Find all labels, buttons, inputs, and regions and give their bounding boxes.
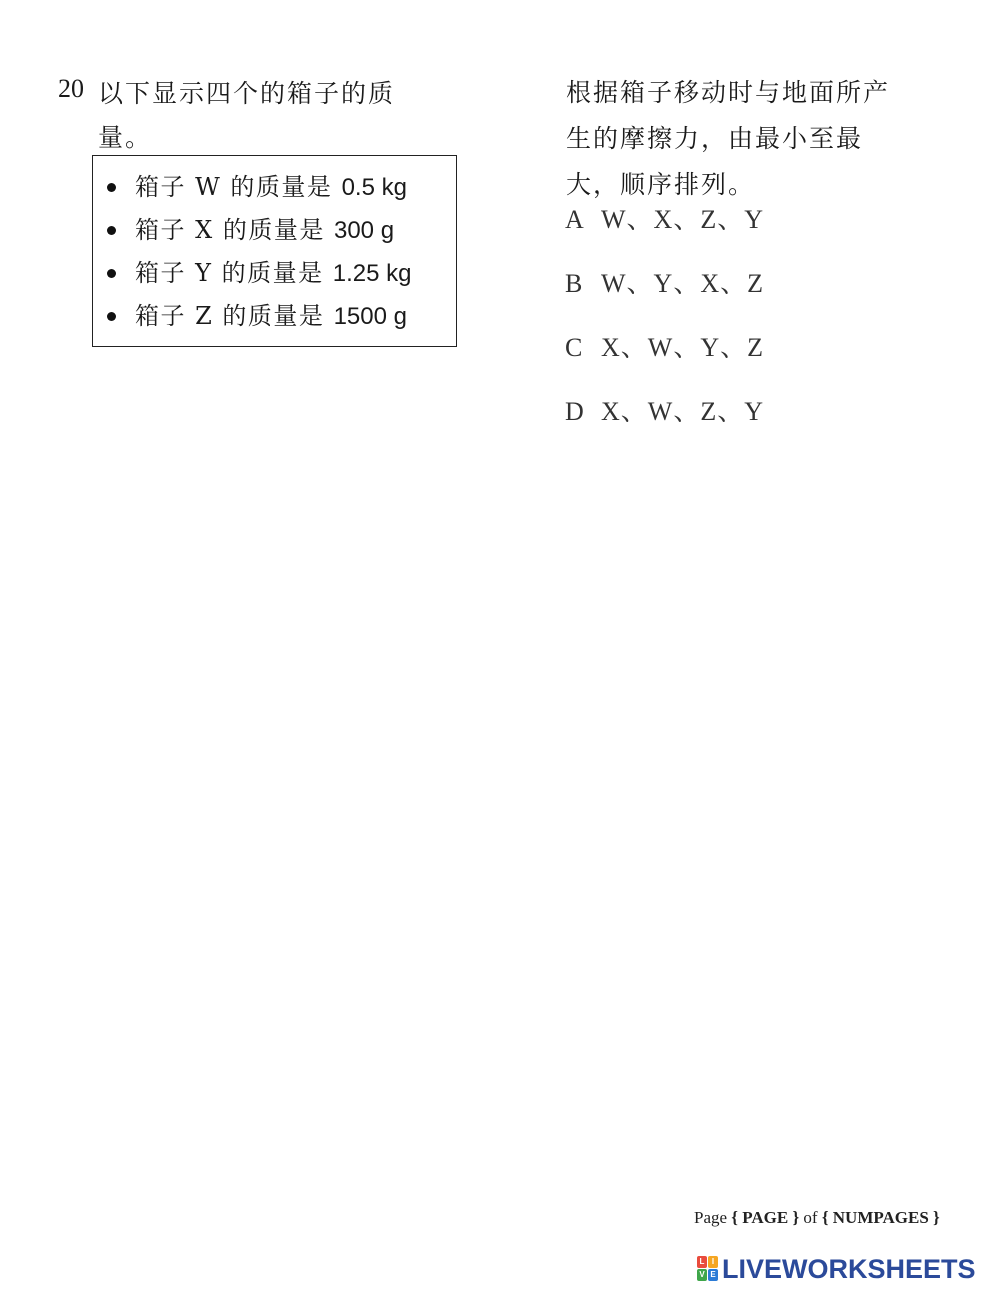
box-mass-value: 0.5 kg [341,174,407,201]
option-d[interactable] [565,390,764,454]
option-letter: B [565,269,583,298]
option-a[interactable] [565,198,764,262]
box-mass-label: 箱子 Y 的质量是 [135,259,324,287]
logo-block-l: L [697,1256,707,1268]
box-mass-label: 箱子 Z 的质量是 [135,302,325,330]
liveworksheets-wordmark: LIVEWORKSHEETS [722,1253,976,1284]
question-stem-line-2: 量。 [98,123,153,152]
logo-block-i: I [708,1256,718,1268]
liveworksheets-logo[interactable] [697,1253,976,1285]
box-mass-value: 1500 g [333,303,407,330]
box-mass-table [92,155,457,347]
box-mass-item-y [105,252,411,295]
question-prompt-line-2: 生的摩擦力，由最小至最 [566,124,864,153]
box-mass-list [105,166,411,338]
bullet-icon [107,226,116,235]
footer-page-word: Page [694,1208,728,1227]
box-mass-label: 箱子 X 的质量是 [135,216,325,244]
box-mass-item-x [105,209,411,252]
liveworksheets-blocks-icon [697,1256,719,1282]
footer-of-word: of [803,1208,818,1227]
answer-options [565,198,764,454]
option-text: W、Y、X、Z [601,269,764,298]
option-letter: C [565,333,583,362]
option-text: X、W、Y、Z [601,333,764,362]
footer-numpages-field: { NUMPAGES } [821,1208,940,1227]
option-text: X、W、Z、Y [601,397,764,426]
box-mass-item-z [105,295,411,338]
footer-page-field: { PAGE } [731,1208,800,1227]
option-b[interactable] [565,262,764,326]
question-prompt-line-1: 根据箱子移动时与地面所产 [566,78,891,107]
bullet-icon [107,269,116,278]
bullet-icon [107,312,116,321]
question-stem [98,72,428,160]
question-stem-line-1: 以下显示四个的箱子的质 [98,79,396,108]
page-footer [694,1208,940,1228]
question-prompt-line-3: 大，顺序排列。 [566,170,756,199]
box-mass-label: 箱子 W 的质量是 [135,173,333,201]
box-mass-value: 300 g [333,217,395,244]
option-letter: A [565,205,584,234]
logo-block-e: E [708,1269,718,1281]
option-letter: D [565,397,584,426]
box-mass-item-w [105,166,411,209]
question-prompt [566,70,936,208]
question-number: 20 [58,74,84,103]
box-mass-value: 1.25 kg [332,260,412,287]
option-c[interactable] [565,326,764,390]
logo-block-v: V [697,1269,707,1281]
bullet-icon [107,183,116,192]
option-text: W、X、Z、Y [601,205,764,234]
